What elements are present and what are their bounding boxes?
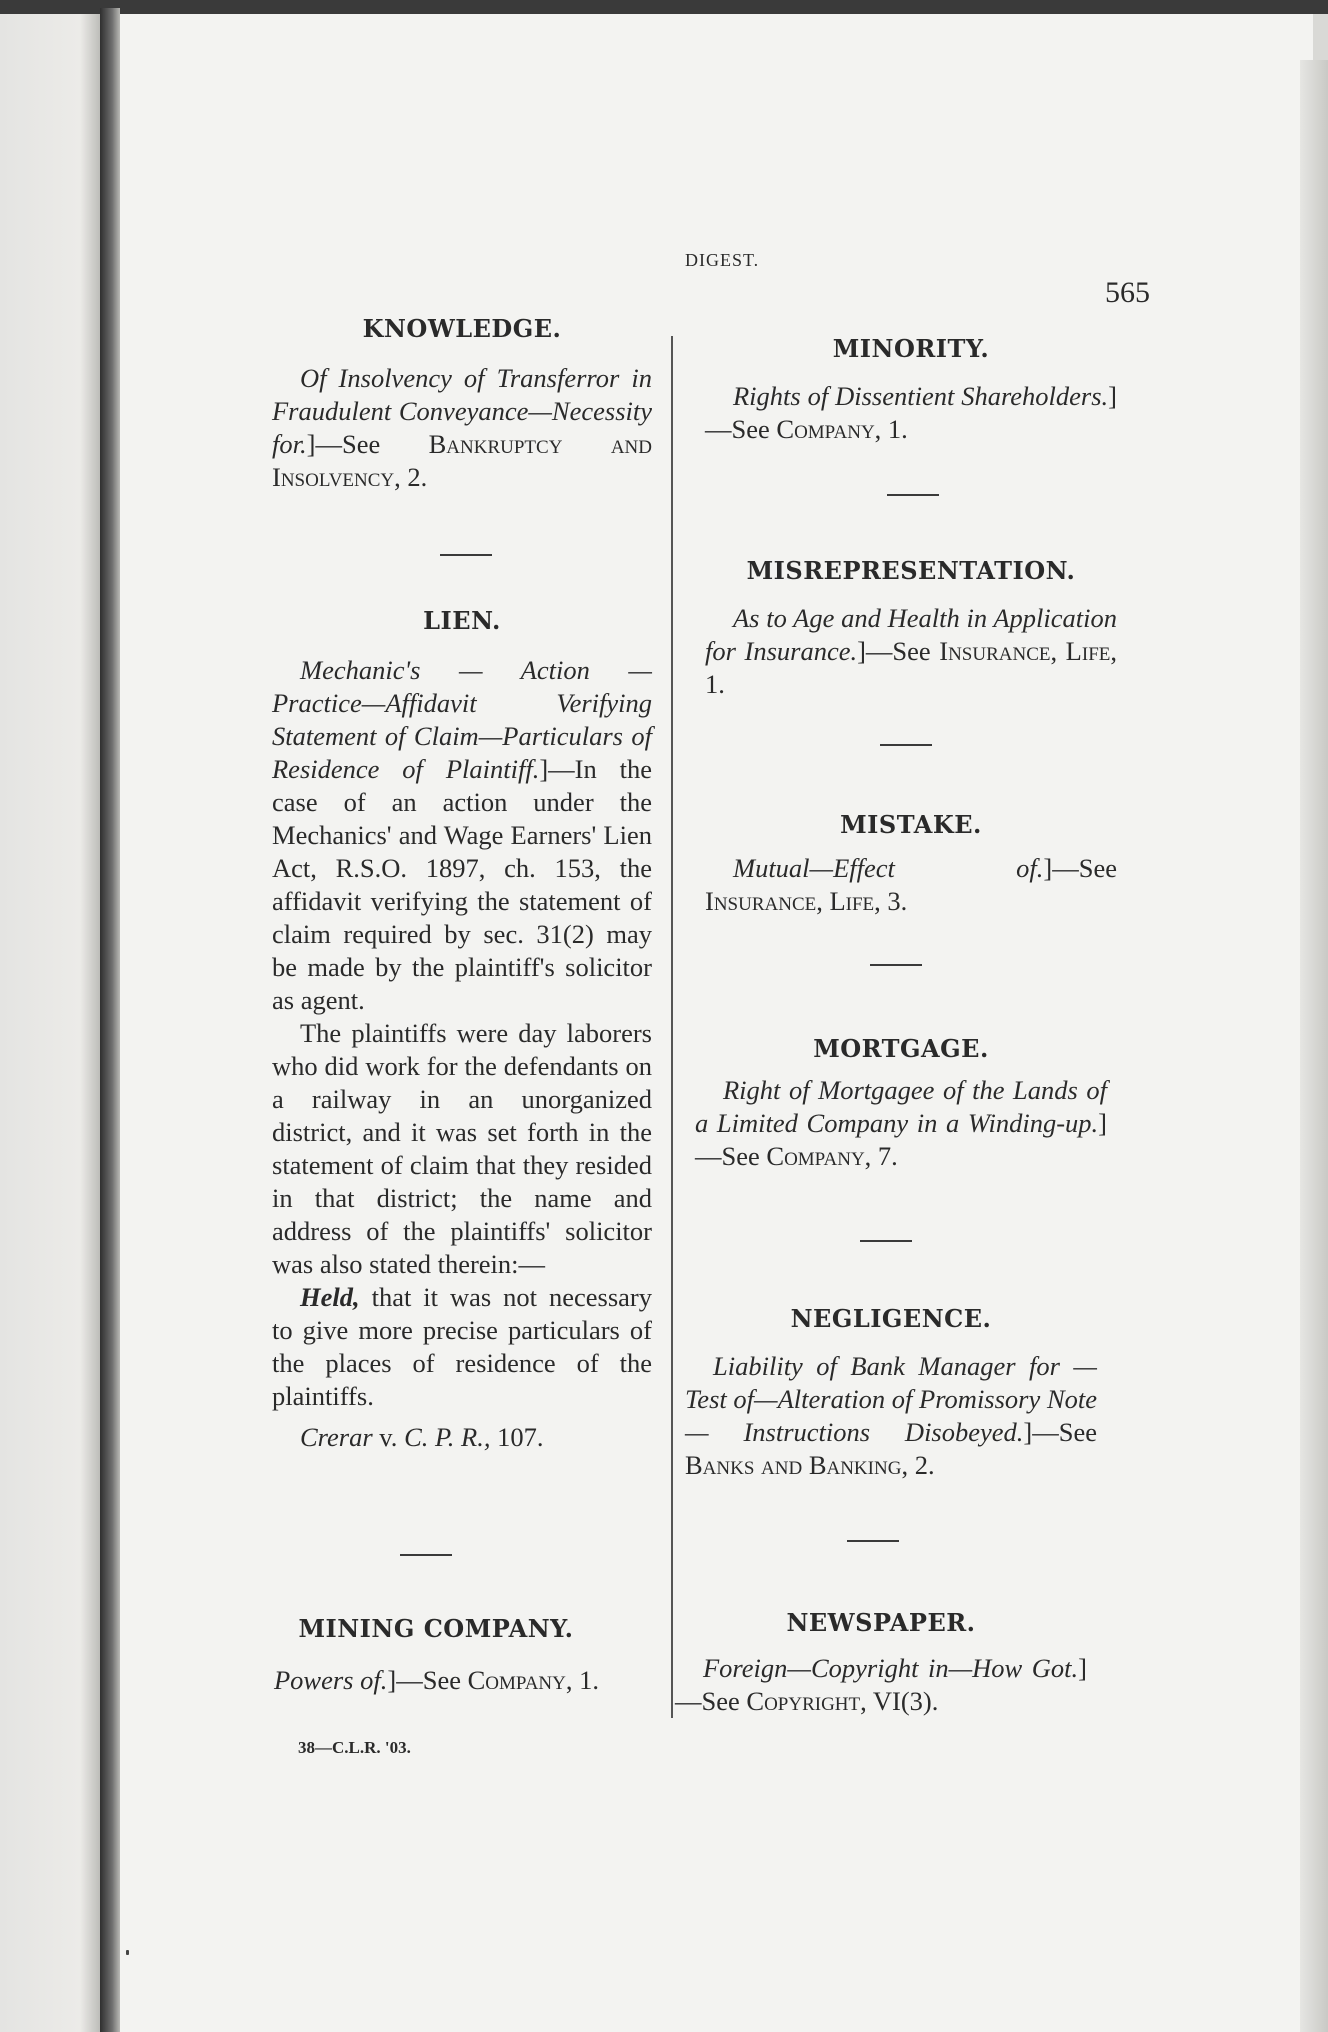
case-v: v.	[372, 1422, 405, 1452]
heading-mining-company: MINING COMPANY.	[298, 1614, 574, 1643]
section-separator	[440, 554, 492, 556]
entry-topic: Liability of Bank Manager for —Test of—Alteration of Promissory Note — Instructions Disobeyed.	[685, 1351, 1097, 1447]
cross-reference: Company	[467, 1665, 566, 1695]
entry-topic: Mechanic's — Action — Practice—Affidavit Verifying Statement of Claim—Particulars of Residence of Plaintiff.	[272, 655, 652, 784]
page-binding-edge	[100, 8, 120, 2032]
case-party: C. P. R.,	[404, 1422, 491, 1452]
see-text: ]—See	[675, 1653, 1087, 1716]
section-separator	[870, 964, 922, 966]
heading-mortgage: MORTGAGE.	[813, 1034, 989, 1063]
cross-reference: Banks and Banking	[685, 1450, 902, 1480]
reference-number: , 7.	[864, 1141, 898, 1171]
cross-reference: Copyright	[746, 1686, 861, 1716]
heading-knowledge: KNOWLEDGE.	[362, 314, 562, 343]
heading-newspaper: NEWSPAPER.	[786, 1608, 976, 1637]
held-text: that it was not necessary to give more precise particulars of the places of residence of the plaintiffs.	[272, 1282, 652, 1411]
reference-number: , 3.	[874, 886, 908, 916]
page-right-edge	[1300, 60, 1328, 2032]
see-text: ]—See	[306, 429, 381, 459]
case-name: Crerar	[300, 1422, 373, 1452]
entry-knowledge	[272, 362, 652, 494]
reference-number: , 1.	[874, 414, 908, 444]
reference-number: , 2.	[394, 462, 428, 492]
cross-reference: Company	[766, 1141, 865, 1171]
scan-left-margin	[0, 14, 100, 2032]
section-separator	[860, 1240, 912, 1242]
reference-number: , 1.	[705, 636, 1117, 699]
entry-newspaper	[675, 1652, 1087, 1718]
running-head: DIGEST.	[685, 250, 760, 270]
entry-misrepresentation	[705, 602, 1117, 701]
cross-reference: Company	[776, 414, 875, 444]
section-separator	[847, 1540, 899, 1542]
entry-topic: Rights of Dissentient Shareholders.	[733, 381, 1109, 411]
see-text: ]—See	[1043, 853, 1117, 883]
entry-topic: As to Age and Health in Application for Insurance.	[705, 603, 1117, 666]
cross-reference: Bankruptcy and Insolvency	[272, 429, 652, 492]
column-divider	[671, 336, 673, 1718]
scan-top-edge	[0, 0, 1328, 14]
ink-speck	[126, 1950, 129, 1955]
book-page	[120, 14, 1313, 2032]
entry-lien	[272, 654, 652, 1454]
entry-minority	[705, 380, 1117, 446]
signature-mark: 38—C.L.R. '03.	[298, 1738, 411, 1757]
see-text: ]—See	[387, 1665, 461, 1695]
entry-text: ]—In the case of an action under the Mechanics' and Wage Earners' Lien Act, R.S.O. 1897, ch. 153, the affidavit verifying the statement of claim required by sec. 31(2) may be made by the plaintiff's solicitor as agent.	[272, 754, 653, 1015]
cross-reference: Insurance, Life	[939, 636, 1111, 666]
section-separator	[400, 1554, 452, 1556]
case-page: 107.	[490, 1422, 544, 1452]
reference-number: , 1.	[565, 1665, 599, 1695]
reference-number: , 2.	[901, 1450, 935, 1480]
cross-reference: Insurance, Life	[705, 886, 875, 916]
section-separator	[880, 744, 932, 746]
entry-mortgage	[695, 1074, 1107, 1173]
heading-lien: LIEN.	[423, 606, 501, 635]
heading-mistake: MISTAKE.	[840, 810, 982, 839]
see-text: ]—See	[705, 381, 1117, 444]
entry-topic: Of Insolvency of Transferror in Fraudulent Conveyance—Necessity for.	[272, 363, 652, 459]
see-text: ]—See	[695, 1108, 1107, 1171]
entry-negligence	[685, 1350, 1097, 1482]
see-text: ]—See	[1023, 1417, 1097, 1447]
held-label: Held,	[300, 1282, 360, 1312]
reference-number: , VI(3).	[860, 1686, 939, 1716]
entry-topic: Right of Mortgagee of the Lands of a Limited Company in a Winding-up.	[695, 1075, 1107, 1138]
heading-minority: MINORITY.	[832, 334, 990, 363]
entry-topic: Powers of.	[274, 1665, 388, 1695]
heading-misrepresentation: MISREPRESENTATION.	[746, 556, 1076, 585]
entry-mistake	[705, 852, 1117, 918]
see-text: ]—See	[857, 636, 931, 666]
section-separator	[887, 494, 939, 496]
page-number: 565	[1105, 276, 1150, 309]
entry-mining-company	[246, 1664, 656, 1697]
heading-negligence: NEGLIGENCE.	[790, 1304, 992, 1333]
entry-topic: Mutual—Effect of.	[733, 853, 1044, 883]
entry-paragraph: The plaintiffs were day laborers who did work for the defendants on a railway in an unorganized district, and it was set forth in the statement of claim that they resided in that district; the name and address of the plaintiffs' solicitor was also stated therein:—	[272, 1018, 652, 1279]
entry-topic: Foreign—Copyright in—How Got.	[703, 1653, 1079, 1683]
